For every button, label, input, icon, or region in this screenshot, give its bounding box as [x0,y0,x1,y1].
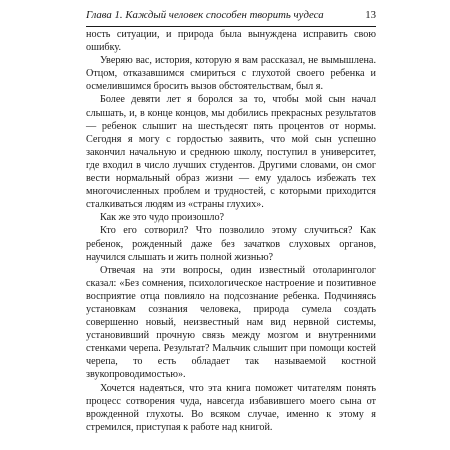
paragraph-5: Кто его сотворил? Что позволило этому случиться? Как ребенок, рожденный даже без зачатков слуховых органов, научился слышать и жить полной жизнью? [86,225,376,263]
paragraph-4: Как же это чудо произошло? [100,212,225,224]
page-number: 13 [365,9,376,21]
body-text [86,28,376,434]
paragraph-2: Уверяю вас, история, которую я вам рассказал, не вымышлена. Отцом, отказавшимся смириться с глухотой своего ребенка и осмелившимся бросить вызов обстоятельствам, был я. [86,55,376,93]
paragraph-6: Отвечая на эти вопросы, один известный отоларинголог сказал: «Без сомнения, психологическое настроение и позитивное восприятие отца повлияло на подсознание ребенка. Подчиняясь установкам сознания человека, природа сумела создать совершенно новый, неизвестный нам вид нервной системы, установивший прочную связь между мозгом и внутренними стенками черепа. Результат? Мальчик слышит при помощи костей черепа, то есть обладает так называемой костной звукопроводимостью». [86,264,376,381]
running-head [86,6,376,24]
paragraph-7: Хочется надеяться, что эта книга поможет читателям понять процесс сотворения чуда, навсегда избавившего моего сына от врожденной глухоты. Во всяком случае, именно к этому я стремился, приступая к работе над книгой. [86,382,376,433]
paragraph-3: Более девяти лет я боролся за то, чтобы мой сын начал слышать, и, в конце концов, мы добились прекрасных результатов — ребенок слышит на шестьдесят пять процентов от нормы. Сегодня я могу с гордостью заявить, что мой сын успешно закончил начальную и среднюю школу, поступил в университет, где входил в число лучших студентов. Другими словами, он смог вести нормальный образ жизни — ему удалось избежать тех многочисленных проблем и трудностей, с которыми приходится сталкиваться людям из «страны глухих». [86,94,376,211]
header-rule [86,26,376,27]
paragraph-1: ность ситуации, и природа была вынуждена исправить свою ошибку. [86,29,376,54]
chapter-title: Глава 1. Каждый человек способен творить чудеса [86,9,324,21]
